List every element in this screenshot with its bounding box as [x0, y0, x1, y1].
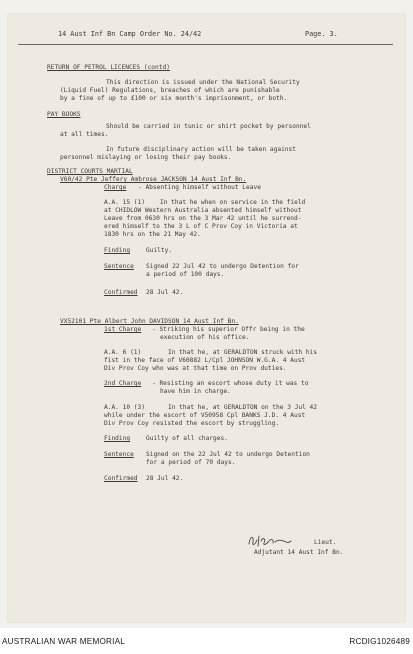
footer-institution: AUSTRALIAN WAR MEMORIAL	[2, 637, 126, 646]
case-1-confirmed-label: Confirmed	[104, 289, 138, 296]
case-2-aa-2-line-2: while under the escort of V50958 Cpl BANKS J.D. 4 Aust	[104, 412, 306, 419]
case-2-charge-2-text-2: have him in charge.	[160, 388, 231, 395]
case-1-line-2: at CHIDLOW Western Australia absented himself without	[104, 207, 302, 214]
case-2-aa-2-text: In that he, at GERALDTON on the 3 Jul 42	[168, 404, 318, 411]
case-2-aa-2-line-3: Div Prov Coy resisted the escort by struggling.	[104, 420, 280, 427]
case-2-sentence-label: Sentence	[104, 451, 134, 458]
case-2-charge-2-text: - Resisting an escort whose duty it was to	[152, 380, 309, 387]
case-2-aa-1-line-3: Div Prov Coy who was at that time on Prov duties.	[104, 365, 287, 372]
paybooks-heading: PAY BOOKS	[47, 111, 81, 118]
case-2-aa-1: A.A. 6 (1)	[104, 349, 142, 356]
signature-rank: Lieut.	[314, 539, 337, 546]
paybooks-line-1: Should be carried in tunic or shirt pocket by personnel	[106, 123, 311, 130]
courts-martial-heading: DISTRICT COURTS MARTIAL	[47, 168, 133, 175]
case-2-charge-1-label: 1st Charge	[104, 326, 142, 333]
case-2-name: VX52101 Pte Albert John DAVIDSON 14 Aust Inf Bn.	[60, 318, 239, 325]
page-number: Page. 3.	[305, 30, 338, 38]
case-1-finding-label: Finding	[104, 247, 131, 254]
paybooks-line-4: personnel mislaying or losing their pay books.	[60, 154, 232, 161]
order-title: 14 Aust Inf Bn Camp Order No. 24/42	[58, 30, 202, 38]
case-1-confirmed-text: 28 Jul 42.	[146, 289, 184, 296]
case-1-charge-label: Charge	[104, 184, 127, 191]
case-2-charge-2-label: 2nd Charge	[104, 380, 142, 387]
archive-footer	[0, 628, 413, 654]
case-2-finding-label: Finding	[104, 435, 131, 442]
petrol-line-2: (Liquid Fuel) Regulations, breaches of which are punishable	[60, 87, 280, 94]
petrol-heading: RETURN OF PETROL LICENCES (contd)	[47, 64, 170, 71]
case-2-charge-1-text-2: execution of his office.	[160, 334, 250, 341]
case-2-sentence-text-2: for a period of 70 days.	[146, 459, 236, 466]
case-1-line-4: ered himself to the 3 L of C Prov Coy in Victoria at	[104, 223, 298, 230]
paybooks-line-2: at all times.	[60, 131, 109, 138]
case-1-finding-text: Guilty.	[146, 247, 173, 254]
handwritten-signature	[246, 532, 292, 550]
header-rule	[18, 44, 393, 45]
case-2-confirmed-label: Confirmed	[104, 475, 138, 482]
case-2-confirmed-text: 28 Jul 42.	[146, 475, 184, 482]
petrol-line-1: This direction is issued under the National Security	[106, 79, 300, 86]
case-1-line-5: 1830 hrs on the 21 May 42.	[104, 231, 201, 238]
case-2-finding-text: Guilty of all charges.	[146, 435, 228, 442]
case-1-name: V60/42 Pte Jeffery Ambrose JACKSON 14 Aust Inf Bn.	[60, 176, 247, 183]
signature-role: Adjutant 14 Aust Inf Bn.	[254, 549, 344, 556]
case-2-aa-2: A.A. 10 (3)	[104, 404, 145, 411]
case-2-charge-1-text: - Striking his superior Offr being in the	[152, 326, 305, 333]
paybooks-line-3: In future disciplinary action will be taken against	[106, 146, 296, 153]
case-1-charge-text: - Absenting himself without Leave	[138, 184, 261, 191]
case-1-sentence-text: Signed 22 Jul 42 to undergo Detention for	[146, 263, 299, 270]
petrol-line-3: by a fine of up to £100 or six month's imprisonment, or both.	[60, 95, 288, 102]
case-1-aa: A.A. 15 (1)	[104, 199, 145, 206]
case-2-sentence-text: Signed on the 22 Jul 42 to undergo Detention	[146, 451, 310, 458]
case-1-line-3: Leave from 0630 hrs on the 3 Mar 42 until he surrend-	[104, 215, 302, 222]
footer-record-id: RCDIG1026489	[349, 637, 410, 646]
case-1-sentence-label: Sentence	[104, 263, 134, 270]
case-1-aa-text: In that he when on service in the field	[160, 199, 306, 206]
case-2-aa-1-line-2: fist in the face of V60882 L/Cpl JOHNSON W.G.A. 4 Aust	[104, 357, 306, 364]
case-1-sentence-text-2: a period of 100 days.	[146, 271, 225, 278]
case-2-aa-1-text: In that he, at GERALDTON struck with his	[168, 349, 318, 356]
